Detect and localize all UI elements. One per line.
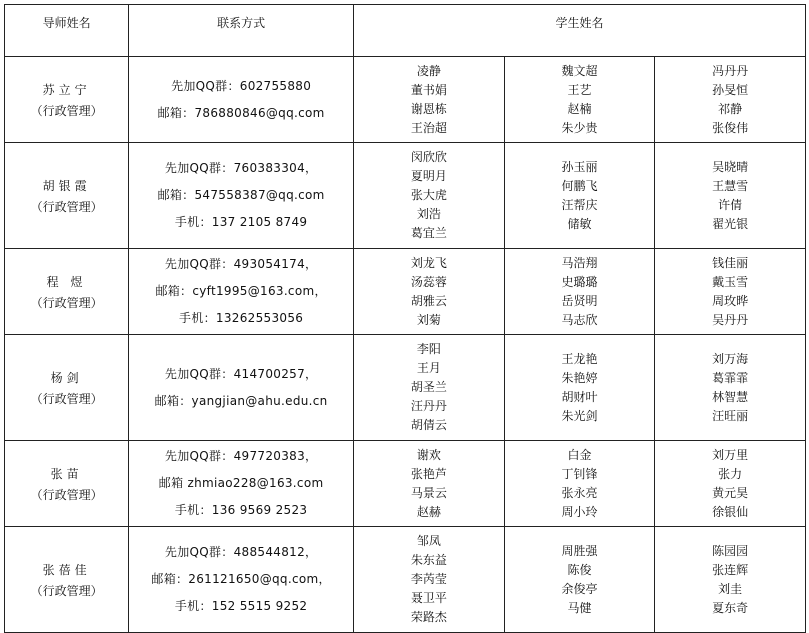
student-name: 丁钊锋 — [561, 466, 598, 481]
student-name: 李芮莹 — [410, 572, 447, 586]
contact-line: 先加QQ群：488544812， — [164, 545, 318, 559]
student-names-cell — [655, 57, 806, 143]
student-name: 刘圭 — [718, 581, 743, 596]
student-name: 许倩 — [718, 197, 743, 212]
student-name: 孙玉丽 — [561, 159, 598, 174]
student-names-cell — [504, 143, 655, 249]
teacher-name: 胡银霞 — [42, 178, 91, 193]
student-name: 朱艳婷 — [561, 370, 598, 385]
contact-line: 邮箱：261121650@qq.com， — [151, 572, 331, 586]
student-name: 胡圣兰 — [410, 380, 447, 394]
contact-line: 先加QQ群：497720383， — [164, 449, 318, 463]
table-row — [5, 249, 806, 335]
student-name: 邹凤 — [416, 534, 441, 548]
student-names-cell — [504, 441, 655, 527]
student-name: 冯丹丹 — [712, 63, 749, 78]
student-names-cell — [504, 57, 655, 143]
student-names-cell — [655, 143, 806, 249]
student-name: 储敏 — [567, 216, 592, 231]
teacher-name: 张苗 — [50, 466, 83, 481]
teacher-name: 张蓓佳 — [42, 562, 91, 577]
student-name: 张力 — [718, 466, 743, 481]
contact-line: 先加QQ群：414700257， — [164, 366, 318, 381]
contact-cell — [129, 57, 354, 143]
header-contact: 联系方式 — [129, 5, 354, 57]
contact-cell — [129, 527, 354, 633]
contact-line: 邮箱：786880846@qq.com — [157, 105, 325, 120]
tutor-student-table — [4, 4, 806, 633]
student-name: 谢欢 — [416, 447, 441, 462]
student-name: 魏文超 — [561, 63, 598, 78]
student-name: 王慧雪 — [712, 178, 749, 193]
student-name: 吴晓晴 — [712, 159, 749, 174]
student-name: 王治超 — [410, 120, 447, 135]
student-name: 刘菊 — [416, 312, 441, 327]
teacher-cell — [5, 249, 129, 335]
student-name: 马浩翔 — [561, 255, 598, 270]
contact-line: 邮箱：547558387@qq.com — [157, 188, 325, 202]
student-names-cell — [655, 335, 806, 441]
table-row — [5, 57, 806, 143]
contact-line: 邮箱：cyft1995@163.com， — [155, 284, 327, 298]
student-name: 葛霏霏 — [712, 370, 749, 385]
student-name: 黄元昊 — [712, 485, 749, 500]
teacher-department: （行政管理） — [30, 391, 103, 406]
student-name: 林智慧 — [712, 389, 749, 404]
student-name: 孙旻恒 — [712, 82, 749, 97]
teacher-department: （行政管理） — [30, 583, 103, 598]
student-names-cell — [354, 441, 505, 527]
teacher-cell — [5, 143, 129, 249]
student-names-cell — [504, 335, 655, 441]
student-name: 周小玲 — [561, 504, 598, 519]
student-name: 周玫晔 — [712, 293, 749, 308]
student-name: 戴玉雪 — [712, 274, 749, 289]
student-name: 胡倩云 — [410, 418, 447, 432]
contact-line: 手机：152 5515 9252 — [174, 599, 308, 613]
student-name: 王月 — [416, 361, 441, 375]
student-name: 刘浩 — [416, 207, 441, 221]
contact-line: 手机：13262553056 — [179, 311, 304, 325]
teacher-department: （行政管理） — [30, 199, 103, 214]
student-name: 马志欣 — [561, 312, 598, 327]
student-name: 朱光剑 — [561, 408, 598, 423]
student-name: 王艺 — [567, 82, 592, 97]
student-name: 吴丹丹 — [712, 312, 749, 327]
student-name: 王龙艳 — [561, 351, 598, 366]
student-name: 张大虎 — [410, 188, 447, 202]
student-names-cell — [354, 143, 505, 249]
student-name: 闵欣欣 — [410, 150, 447, 164]
contact-line: 手机：136 9569 2523 — [174, 503, 308, 517]
student-name: 史璐璐 — [561, 274, 598, 289]
student-name: 张俊伟 — [712, 120, 749, 135]
contact-cell — [129, 335, 354, 441]
student-names-cell — [504, 249, 655, 335]
teacher-cell — [5, 441, 129, 527]
contact-line: 先加QQ群：493054174， — [164, 257, 318, 271]
student-name: 张艳芦 — [410, 466, 447, 481]
contact-line: 邮箱：yangjian@ahu.edu.cn — [154, 393, 328, 408]
header-student-names: 学生姓名 — [354, 5, 806, 57]
student-names-cell — [354, 57, 505, 143]
student-name: 朱少贵 — [561, 120, 598, 135]
table-row — [5, 527, 806, 633]
student-name: 陈园园 — [712, 543, 749, 558]
student-name: 余俊亭 — [561, 581, 598, 596]
student-name: 钱佳丽 — [712, 255, 749, 270]
contact-line: 手机：137 2105 8749 — [174, 215, 308, 229]
student-name: 岳贤明 — [561, 293, 598, 308]
student-name: 夏东奇 — [712, 600, 749, 615]
student-name: 董书娟 — [410, 82, 447, 97]
student-name: 白金 — [567, 447, 592, 462]
student-name: 翟光银 — [712, 216, 749, 231]
table-row — [5, 441, 806, 527]
student-names-cell — [655, 527, 806, 633]
header-teacher-name: 导师姓名 — [5, 5, 129, 57]
student-name: 何鹏飞 — [561, 178, 598, 193]
student-name: 周胜强 — [561, 543, 598, 558]
student-names-cell — [354, 335, 505, 441]
student-name: 李阳 — [416, 342, 441, 356]
student-name: 胡财叶 — [561, 389, 598, 404]
table-row — [5, 143, 806, 249]
student-names-cell — [655, 441, 806, 527]
teacher-cell — [5, 57, 129, 143]
table-row — [5, 335, 806, 441]
contact-line: 先加QQ群：760383304， — [164, 161, 318, 175]
student-name: 张连辉 — [712, 562, 749, 577]
student-names-cell — [655, 249, 806, 335]
student-name: 刘龙飞 — [410, 255, 447, 270]
student-name: 马健 — [567, 600, 592, 615]
student-name: 聂卫平 — [410, 591, 447, 605]
student-name: 赵楠 — [567, 101, 592, 116]
student-name: 祁静 — [718, 101, 743, 116]
student-name: 胡雅云 — [410, 293, 447, 308]
student-name: 汪旺丽 — [712, 408, 749, 423]
header-row — [5, 5, 806, 57]
teacher-name: 苏立宁 — [42, 82, 91, 97]
student-name: 谢恩栋 — [410, 101, 447, 116]
teacher-department: （行政管理） — [30, 487, 103, 502]
student-name: 汤蕊蓉 — [410, 274, 447, 289]
student-name: 葛宜兰 — [410, 226, 447, 240]
student-names-cell — [504, 527, 655, 633]
teacher-name: 程 煜 — [46, 274, 87, 289]
contact-line: 邮箱 zhmiao228@163.com — [158, 476, 324, 490]
contact-line: 先加QQ群：602755880 — [171, 78, 312, 93]
contact-cell — [129, 441, 354, 527]
student-name: 朱东益 — [410, 553, 447, 567]
contact-cell — [129, 249, 354, 335]
student-names-cell — [354, 527, 505, 633]
student-names-cell — [354, 249, 505, 335]
student-name: 陈俊 — [567, 562, 592, 577]
student-name: 汪帮庆 — [561, 197, 598, 212]
student-name: 张永亮 — [561, 485, 598, 500]
student-name: 刘万海 — [712, 351, 749, 366]
teacher-department: （行政管理） — [30, 103, 103, 118]
teacher-department: （行政管理） — [30, 295, 103, 310]
student-name: 徐银仙 — [712, 504, 749, 519]
contact-cell — [129, 143, 354, 249]
student-name: 刘万里 — [712, 447, 749, 462]
student-name: 赵赫 — [416, 504, 441, 519]
teacher-name: 杨剑 — [50, 370, 83, 385]
student-name: 马景云 — [410, 485, 447, 500]
student-name: 荣路杰 — [410, 610, 447, 624]
student-name: 汪丹丹 — [410, 399, 447, 413]
teacher-cell — [5, 527, 129, 633]
teacher-cell — [5, 335, 129, 441]
student-name: 夏明月 — [410, 169, 447, 183]
student-name: 凌静 — [416, 63, 441, 78]
